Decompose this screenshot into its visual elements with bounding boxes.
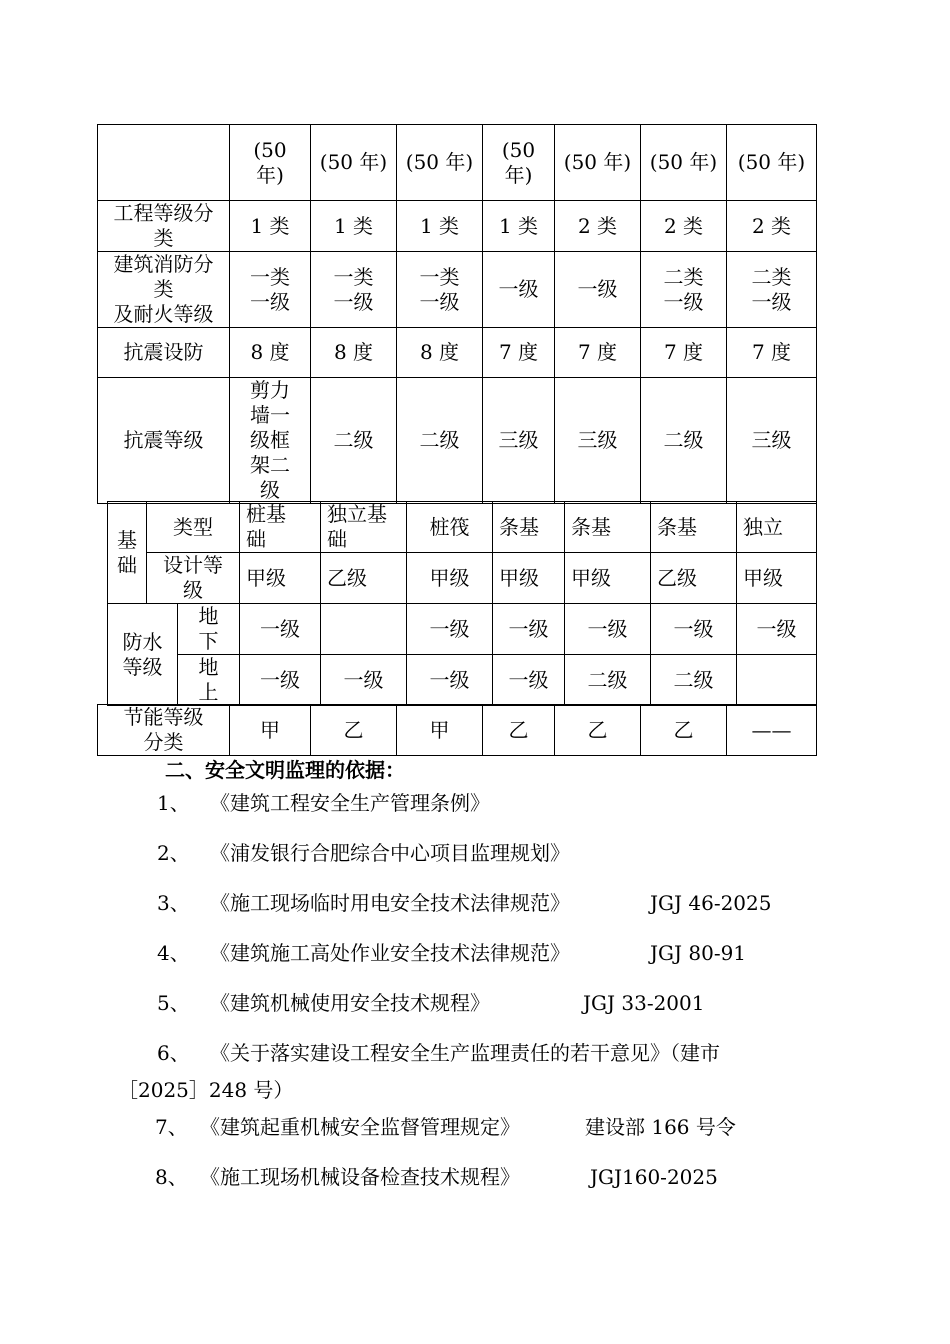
table-cell: 三级 <box>483 378 555 504</box>
table-cell: 7 度 <box>727 328 817 378</box>
table-row-seismic-fortification <box>98 328 817 378</box>
foundation-waterproof-table <box>107 501 817 706</box>
table-cell: 甲级 <box>240 553 321 604</box>
table-cell: 2 类 <box>641 201 727 252</box>
row-label: 抗震等级 <box>98 378 230 504</box>
item-number: 5、 <box>157 991 190 1015</box>
table-cell <box>737 655 817 706</box>
table-row-waterproof-above <box>108 655 817 706</box>
table-cell: —— <box>727 705 817 756</box>
table-cell: 条基 <box>493 502 565 553</box>
table-cell: 二级 <box>651 655 737 706</box>
group-label-waterproof: 防水 等级 <box>108 604 178 706</box>
table-cell: 7 度 <box>641 328 727 378</box>
item-code: 建设部 166 号令 <box>585 1115 736 1139</box>
item-title: 《建筑起重机械安全监督管理规定》 <box>200 1115 520 1139</box>
table-cell: 1 类 <box>483 201 555 252</box>
table-row-seismic-grade <box>98 378 817 504</box>
item-title: 《建筑工程安全生产管理条例》 <box>210 791 490 815</box>
row-label: 地 下 <box>178 604 240 655</box>
table-cell: 二类 一级 <box>641 252 727 328</box>
table-cell: 二级 <box>397 378 483 504</box>
table-cell: 一级 <box>555 252 641 328</box>
table-cell: 一类 一级 <box>230 252 311 328</box>
item-title: 《施工现场机械设备检查技术规程》 <box>200 1165 520 1189</box>
item-number: 4、 <box>157 941 190 965</box>
section-heading: 二、安全文明监理的依据： <box>165 758 405 782</box>
item-number: 7、 <box>155 1115 188 1139</box>
table-cell: 7 度 <box>483 328 555 378</box>
table-cell: 条基 <box>565 502 651 553</box>
table-cell: 二类 一级 <box>727 252 817 328</box>
table-cell: 桩筏 <box>407 502 493 553</box>
item-code: JGJ 33-2001 <box>583 991 705 1015</box>
table-row-foundation-type <box>108 502 817 553</box>
table-cell: 条基 <box>651 502 737 553</box>
table-row-waterproof-underground <box>108 604 817 655</box>
row-label: 节能等级 分类 <box>98 705 230 756</box>
table-cell: 8 度 <box>230 328 311 378</box>
table-cell: 一类 一级 <box>311 252 397 328</box>
table-cell: 甲 <box>397 705 483 756</box>
table-cell: 一级 <box>651 604 737 655</box>
row-label: 类型 <box>147 502 240 553</box>
table-row-foundation-design <box>108 553 817 604</box>
table-cell: 一级 <box>493 655 565 706</box>
item-number: 8、 <box>155 1165 188 1189</box>
table-cell: 一级 <box>407 655 493 706</box>
table-cell: 一类 一级 <box>397 252 483 328</box>
table-cell: 甲级 <box>493 553 565 604</box>
table-cell: 甲级 <box>737 553 817 604</box>
table-cell: 独立 <box>737 502 817 553</box>
item-title: 《建筑施工高处作业安全技术法律规范》 <box>210 941 570 965</box>
table-cell: 乙 <box>311 705 397 756</box>
row-label: 建筑消防分 类 及耐火等级 <box>98 252 230 328</box>
item-title: 《建筑机械使用安全技术规程》 <box>210 991 490 1015</box>
item-number: 1、 <box>157 791 190 815</box>
table-cell: 8 度 <box>397 328 483 378</box>
table-cell: (50 年) <box>230 125 311 201</box>
table-cell: 甲级 <box>407 553 493 604</box>
table-row-fire <box>98 252 817 328</box>
table-cell: 一级 <box>321 655 407 706</box>
item-title-continuation: ［2025］248 号） <box>118 1078 294 1102</box>
table-cell: 7 度 <box>555 328 641 378</box>
row-label: 工程等级分 类 <box>98 201 230 252</box>
table-cell: (50 年) <box>641 125 727 201</box>
table-cell: 一级 <box>493 604 565 655</box>
table-cell: 1 类 <box>311 201 397 252</box>
table-row-class <box>98 201 817 252</box>
table-cell: 独立基 础 <box>321 502 407 553</box>
table-cell: 一级 <box>483 252 555 328</box>
group-label-foundation: 基 础 <box>108 502 147 604</box>
table-cell: (50 年) <box>483 125 555 201</box>
energy-grade-table <box>97 704 817 756</box>
item-number: 6、 <box>157 1041 190 1065</box>
table-cell-blank <box>98 125 230 201</box>
row-label: 设计等 级 <box>147 553 240 604</box>
table-cell: (50 年) <box>397 125 483 201</box>
table-cell: 8 度 <box>311 328 397 378</box>
table-cell: (50 年) <box>555 125 641 201</box>
item-title: 《施工现场临时用电安全技术法律规范》 <box>210 891 570 915</box>
item-code: JGJ 80-91 <box>650 941 747 965</box>
table-cell: 三级 <box>727 378 817 504</box>
item-title: 《关于落实建设工程安全生产监理责任的若干意见》（建市 <box>210 1041 720 1065</box>
row-label: 抗震设防 <box>98 328 230 378</box>
table-cell: 乙 <box>641 705 727 756</box>
table-cell: 二级 <box>565 655 651 706</box>
table-cell: 一级 <box>565 604 651 655</box>
table-cell: 一级 <box>240 655 321 706</box>
table-cell: 三级 <box>555 378 641 504</box>
table-cell: 甲 <box>230 705 311 756</box>
item-number: 3、 <box>157 891 190 915</box>
table-cell: 剪力 墙一 级框 架二 级 <box>230 378 311 504</box>
table-cell: 1 类 <box>230 201 311 252</box>
table-cell: 二级 <box>641 378 727 504</box>
item-code: JGJ 46-2025 <box>650 891 772 915</box>
table-row-energy <box>98 705 817 756</box>
table-cell: 一级 <box>240 604 321 655</box>
table-cell: 甲级 <box>565 553 651 604</box>
table-cell: 乙级 <box>321 553 407 604</box>
table-cell: 乙 <box>555 705 641 756</box>
table-cell: 一级 <box>407 604 493 655</box>
table-cell <box>321 604 407 655</box>
table-cell: 1 类 <box>397 201 483 252</box>
table-row-years <box>98 125 817 201</box>
building-grade-table <box>97 124 817 504</box>
item-code: JGJ160-2025 <box>590 1165 718 1189</box>
table-cell: 乙级 <box>651 553 737 604</box>
row-label: 地 上 <box>178 655 240 706</box>
table-cell: (50 年) <box>727 125 817 201</box>
table-cell: 桩基 础 <box>240 502 321 553</box>
item-number: 2、 <box>157 841 190 865</box>
table-cell: 2 类 <box>555 201 641 252</box>
table-cell: (50 年) <box>311 125 397 201</box>
table-cell: 2 类 <box>727 201 817 252</box>
table-cell: 一级 <box>737 604 817 655</box>
table-cell: 二级 <box>311 378 397 504</box>
table-cell: 乙 <box>483 705 555 756</box>
item-title: 《浦发银行合肥综合中心项目监理规划》 <box>210 841 570 865</box>
